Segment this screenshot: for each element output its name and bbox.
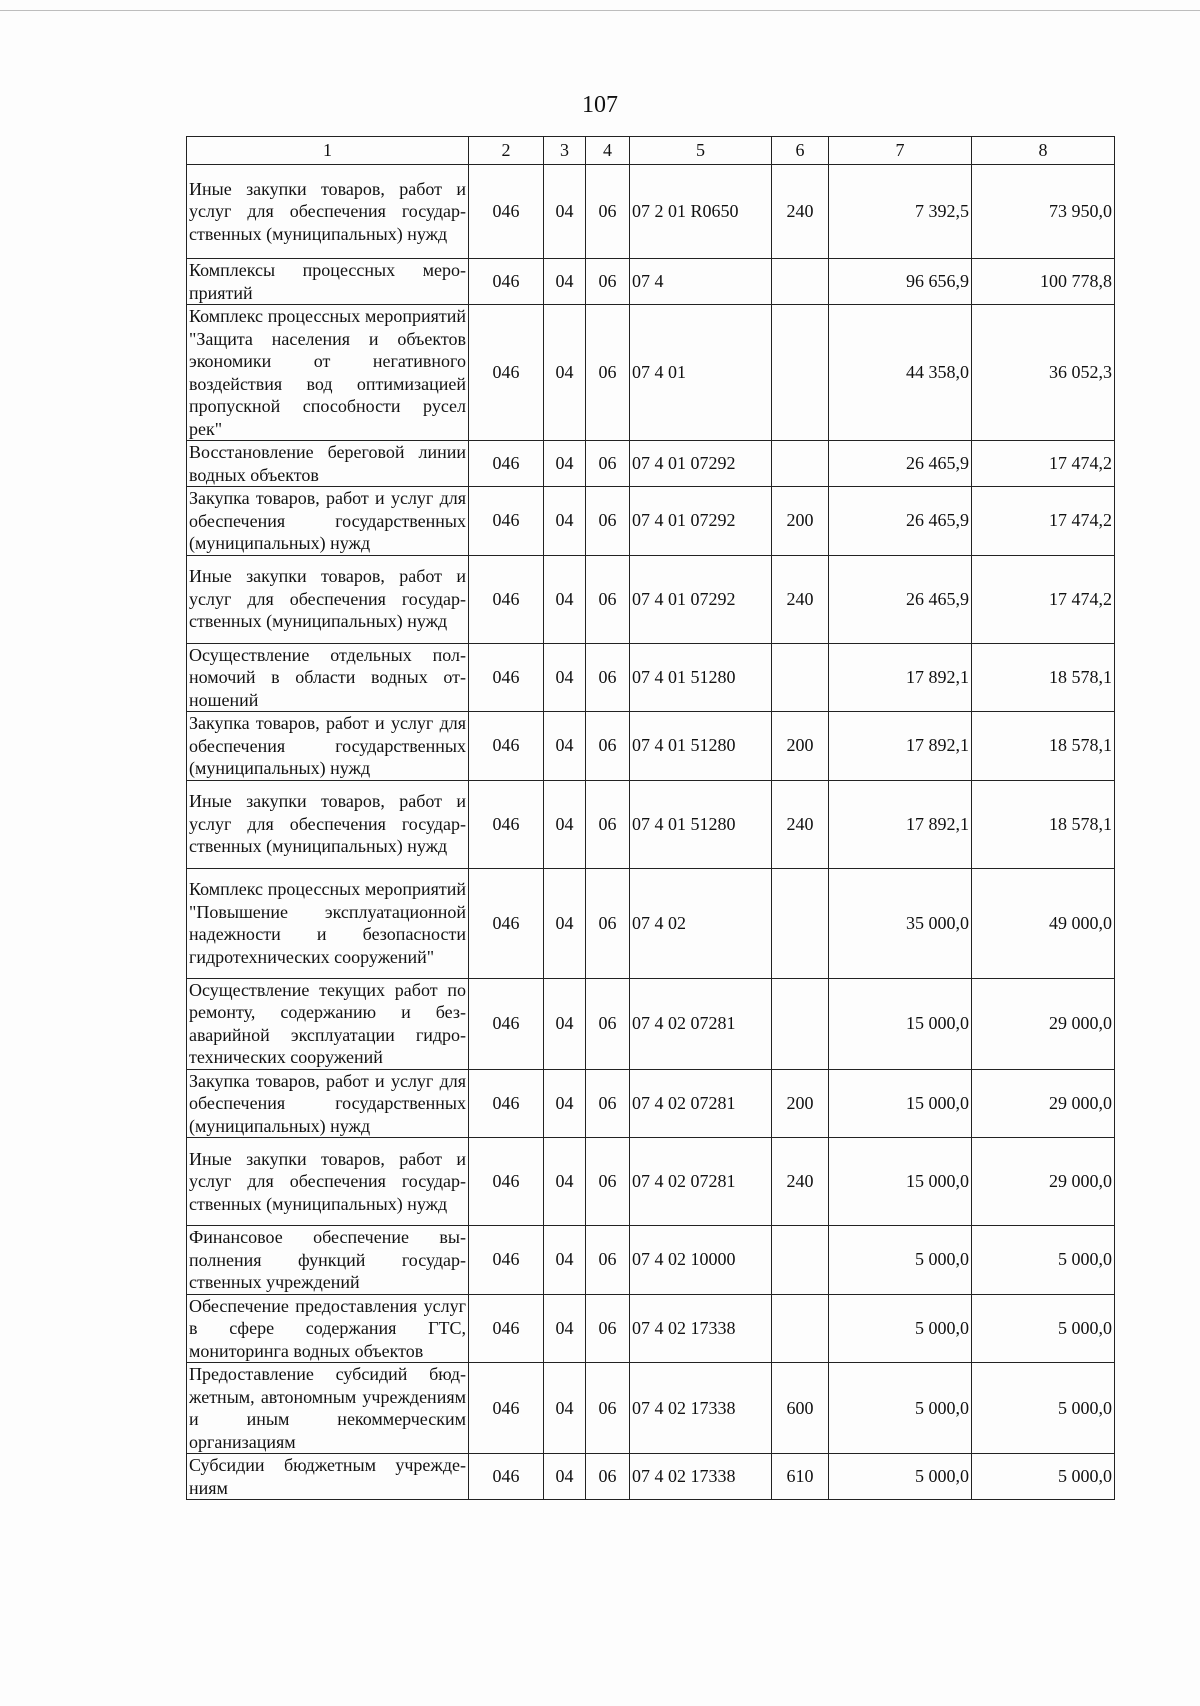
- column-header: 2: [469, 137, 544, 165]
- budget-table: [186, 136, 1115, 1500]
- subsection-code-cell: 06: [586, 305, 630, 441]
- amount-year2-cell: 5 000,0: [972, 1454, 1115, 1500]
- section-code-cell: 04: [544, 1226, 586, 1295]
- subsection-code-cell: 06: [586, 643, 630, 712]
- page-number: 107: [582, 92, 618, 118]
- subsection-code-cell: 06: [586, 1069, 630, 1138]
- amount-year1-cell: 96 656,9: [829, 259, 972, 305]
- subsection-code-cell: 06: [586, 868, 630, 978]
- amount-year2-cell: 5 000,0: [972, 1363, 1115, 1454]
- table-body: [187, 165, 1115, 1500]
- section-code-cell: 04: [544, 1069, 586, 1138]
- amount-year2-cell: 18 578,1: [972, 643, 1115, 712]
- table-row: [187, 165, 1115, 259]
- row-name-cell: Иные закупки товаров, работ и услуг для обеспечения государственных (муниципальных) нужд: [187, 1138, 469, 1226]
- table-row: [187, 555, 1115, 643]
- row-name-cell: Субсидии бюджетным учреждениям: [187, 1454, 469, 1500]
- section-code-cell: 04: [544, 441, 586, 487]
- amount-year1-cell: 26 465,9: [829, 555, 972, 643]
- row-name-cell: Комплекс процессных мероприятий "Защита населения и объектов экономики от негативного воздействия вод оптимизацией пропускной способности русел рек": [187, 305, 469, 441]
- chapter-code-cell: 046: [469, 305, 544, 441]
- expense-type-cell: [772, 441, 829, 487]
- amount-year1-cell: 5 000,0: [829, 1226, 972, 1295]
- amount-year2-cell: 49 000,0: [972, 868, 1115, 978]
- subsection-code-cell: 06: [586, 1294, 630, 1363]
- chapter-code-cell: 046: [469, 780, 544, 868]
- section-code-cell: 04: [544, 712, 586, 781]
- table-row: [187, 487, 1115, 556]
- chapter-code-cell: 046: [469, 712, 544, 781]
- target-article-cell: 07 4 01 07292: [630, 487, 772, 556]
- amount-year2-cell: 17 474,2: [972, 555, 1115, 643]
- expense-type-cell: 240: [772, 165, 829, 259]
- expense-type-cell: 240: [772, 1138, 829, 1226]
- chapter-code-cell: 046: [469, 487, 544, 556]
- table-row: [187, 305, 1115, 441]
- subsection-code-cell: 06: [586, 1226, 630, 1295]
- section-code-cell: 04: [544, 780, 586, 868]
- target-article-cell: 07 4 01 07292: [630, 441, 772, 487]
- subsection-code-cell: 06: [586, 780, 630, 868]
- chapter-code-cell: 046: [469, 441, 544, 487]
- expense-type-cell: [772, 868, 829, 978]
- table-row: [187, 441, 1115, 487]
- amount-year2-cell: 18 578,1: [972, 780, 1115, 868]
- expense-type-cell: [772, 259, 829, 305]
- subsection-code-cell: 06: [586, 441, 630, 487]
- chapter-code-cell: 046: [469, 1454, 544, 1500]
- section-code-cell: 04: [544, 868, 586, 978]
- expense-type-cell: [772, 1294, 829, 1363]
- amount-year1-cell: 17 892,1: [829, 780, 972, 868]
- row-name-cell: Комплекс процессных мероприятий "Повышение эксплуатационной надежности и безопасности гидротехнических сооружений": [187, 868, 469, 978]
- expense-type-cell: [772, 305, 829, 441]
- target-article-cell: 07 4 01 51280: [630, 780, 772, 868]
- amount-year1-cell: 7 392,5: [829, 165, 972, 259]
- chapter-code-cell: 046: [469, 165, 544, 259]
- expense-type-cell: [772, 1226, 829, 1295]
- row-name-cell: Финансовое обеспечение выполнения функций государственных учреждений: [187, 1226, 469, 1295]
- target-article-cell: 07 4: [630, 259, 772, 305]
- amount-year1-cell: 5 000,0: [829, 1294, 972, 1363]
- subsection-code-cell: 06: [586, 712, 630, 781]
- amount-year2-cell: 17 474,2: [972, 441, 1115, 487]
- chapter-code-cell: 046: [469, 643, 544, 712]
- header-row: [187, 137, 1115, 165]
- table-row: [187, 868, 1115, 978]
- target-article-cell: 07 4 02 07281: [630, 978, 772, 1069]
- column-header: 8: [972, 137, 1115, 165]
- row-name-cell: Закупка товаров, работ и услуг для обеспечения государственных (муниципальных) нужд: [187, 487, 469, 556]
- table-row: [187, 1363, 1115, 1454]
- table-row: [187, 780, 1115, 868]
- expense-type-cell: 240: [772, 780, 829, 868]
- target-article-cell: 07 4 02 07281: [630, 1069, 772, 1138]
- section-code-cell: 04: [544, 165, 586, 259]
- column-header: 5: [630, 137, 772, 165]
- subsection-code-cell: 06: [586, 165, 630, 259]
- subsection-code-cell: 06: [586, 487, 630, 556]
- amount-year2-cell: 29 000,0: [972, 978, 1115, 1069]
- target-article-cell: 07 4 02 17338: [630, 1294, 772, 1363]
- section-code-cell: 04: [544, 978, 586, 1069]
- amount-year2-cell: 100 778,8: [972, 259, 1115, 305]
- column-header: 3: [544, 137, 586, 165]
- chapter-code-cell: 046: [469, 978, 544, 1069]
- row-name-cell: Предоставление субсидий бюджетным, автономным учреждениям и иным некоммерческим организациям: [187, 1363, 469, 1454]
- subsection-code-cell: 06: [586, 259, 630, 305]
- amount-year2-cell: 18 578,1: [972, 712, 1115, 781]
- expense-type-cell: 240: [772, 555, 829, 643]
- chapter-code-cell: 046: [469, 1226, 544, 1295]
- expense-type-cell: 600: [772, 1363, 829, 1454]
- chapter-code-cell: 046: [469, 555, 544, 643]
- table-row: [187, 1454, 1115, 1500]
- amount-year2-cell: 29 000,0: [972, 1138, 1115, 1226]
- target-article-cell: 07 4 02: [630, 868, 772, 978]
- target-article-cell: 07 4 01 51280: [630, 712, 772, 781]
- expense-type-cell: 200: [772, 712, 829, 781]
- amount-year2-cell: 36 052,3: [972, 305, 1115, 441]
- column-header: 1: [187, 137, 469, 165]
- subsection-code-cell: 06: [586, 1138, 630, 1226]
- table-row: [187, 1138, 1115, 1226]
- amount-year1-cell: 17 892,1: [829, 643, 972, 712]
- chapter-code-cell: 046: [469, 1138, 544, 1226]
- table-row: [187, 1226, 1115, 1295]
- column-header: 7: [829, 137, 972, 165]
- row-name-cell: Осуществление текущих работ по ремонту, содержанию и безаварийной эксплуатации гидротехнических сооружений: [187, 978, 469, 1069]
- section-code-cell: 04: [544, 1454, 586, 1500]
- row-name-cell: Комплексы процессных мероприятий: [187, 259, 469, 305]
- row-name-cell: Иные закупки товаров, работ и услуг для обеспечения государственных (муниципальных) нужд: [187, 780, 469, 868]
- subsection-code-cell: 06: [586, 1454, 630, 1500]
- subsection-code-cell: 06: [586, 1363, 630, 1454]
- row-name-cell: Обеспечение предоставления услуг в сфере содержания ГТС, мониторинга водных объектов: [187, 1294, 469, 1363]
- section-code-cell: 04: [544, 259, 586, 305]
- amount-year2-cell: 73 950,0: [972, 165, 1115, 259]
- section-code-cell: 04: [544, 305, 586, 441]
- table-row: [187, 978, 1115, 1069]
- amount-year1-cell: 5 000,0: [829, 1363, 972, 1454]
- amount-year1-cell: 15 000,0: [829, 978, 972, 1069]
- row-name-cell: Иные закупки товаров, работ и услуг для обеспечения государственных (муниципальных) нужд: [187, 555, 469, 643]
- target-article-cell: 07 4 02 17338: [630, 1363, 772, 1454]
- row-name-cell: Закупка товаров, работ и услуг для обеспечения государственных (муниципальных) нужд: [187, 712, 469, 781]
- section-code-cell: 04: [544, 555, 586, 643]
- target-article-cell: 07 4 02 07281: [630, 1138, 772, 1226]
- amount-year1-cell: 26 465,9: [829, 441, 972, 487]
- column-header: 6: [772, 137, 829, 165]
- target-article-cell: 07 4 02 10000: [630, 1226, 772, 1295]
- expense-type-cell: [772, 978, 829, 1069]
- target-article-cell: 07 4 01 51280: [630, 643, 772, 712]
- page-edge-line: [0, 10, 1200, 11]
- chapter-code-cell: 046: [469, 1363, 544, 1454]
- amount-year2-cell: 5 000,0: [972, 1294, 1115, 1363]
- table-row: [187, 259, 1115, 305]
- table-row: [187, 1294, 1115, 1363]
- target-article-cell: 07 4 01: [630, 305, 772, 441]
- table-row: [187, 712, 1115, 781]
- row-name-cell: Осуществление отдельных полномочий в области водных отношений: [187, 643, 469, 712]
- amount-year1-cell: 15 000,0: [829, 1069, 972, 1138]
- amount-year1-cell: 17 892,1: [829, 712, 972, 781]
- expense-type-cell: 200: [772, 487, 829, 556]
- column-header: 4: [586, 137, 630, 165]
- subsection-code-cell: 06: [586, 978, 630, 1069]
- target-article-cell: 07 2 01 R0650: [630, 165, 772, 259]
- expense-type-cell: 200: [772, 1069, 829, 1138]
- section-code-cell: 04: [544, 643, 586, 712]
- section-code-cell: 04: [544, 1363, 586, 1454]
- target-article-cell: 07 4 01 07292: [630, 555, 772, 643]
- amount-year2-cell: 5 000,0: [972, 1226, 1115, 1295]
- expense-type-cell: 610: [772, 1454, 829, 1500]
- amount-year1-cell: 15 000,0: [829, 1138, 972, 1226]
- subsection-code-cell: 06: [586, 555, 630, 643]
- amount-year2-cell: 17 474,2: [972, 487, 1115, 556]
- chapter-code-cell: 046: [469, 1294, 544, 1363]
- table-row: [187, 643, 1115, 712]
- row-name-cell: Иные закупки товаров, работ и услуг для обеспечения государственных (муниципальных) нужд: [187, 165, 469, 259]
- row-name-cell: Закупка товаров, работ и услуг для обеспечения государственных (муниципальных) нужд: [187, 1069, 469, 1138]
- section-code-cell: 04: [544, 487, 586, 556]
- amount-year2-cell: 29 000,0: [972, 1069, 1115, 1138]
- section-code-cell: 04: [544, 1138, 586, 1226]
- amount-year1-cell: 35 000,0: [829, 868, 972, 978]
- row-name-cell: Восстановление береговой линии водных объектов: [187, 441, 469, 487]
- amount-year1-cell: 44 358,0: [829, 305, 972, 441]
- expense-type-cell: [772, 643, 829, 712]
- table-row: [187, 1069, 1115, 1138]
- chapter-code-cell: 046: [469, 1069, 544, 1138]
- section-code-cell: 04: [544, 1294, 586, 1363]
- chapter-code-cell: 046: [469, 259, 544, 305]
- amount-year1-cell: 26 465,9: [829, 487, 972, 556]
- amount-year1-cell: 5 000,0: [829, 1454, 972, 1500]
- chapter-code-cell: 046: [469, 868, 544, 978]
- target-article-cell: 07 4 02 17338: [630, 1454, 772, 1500]
